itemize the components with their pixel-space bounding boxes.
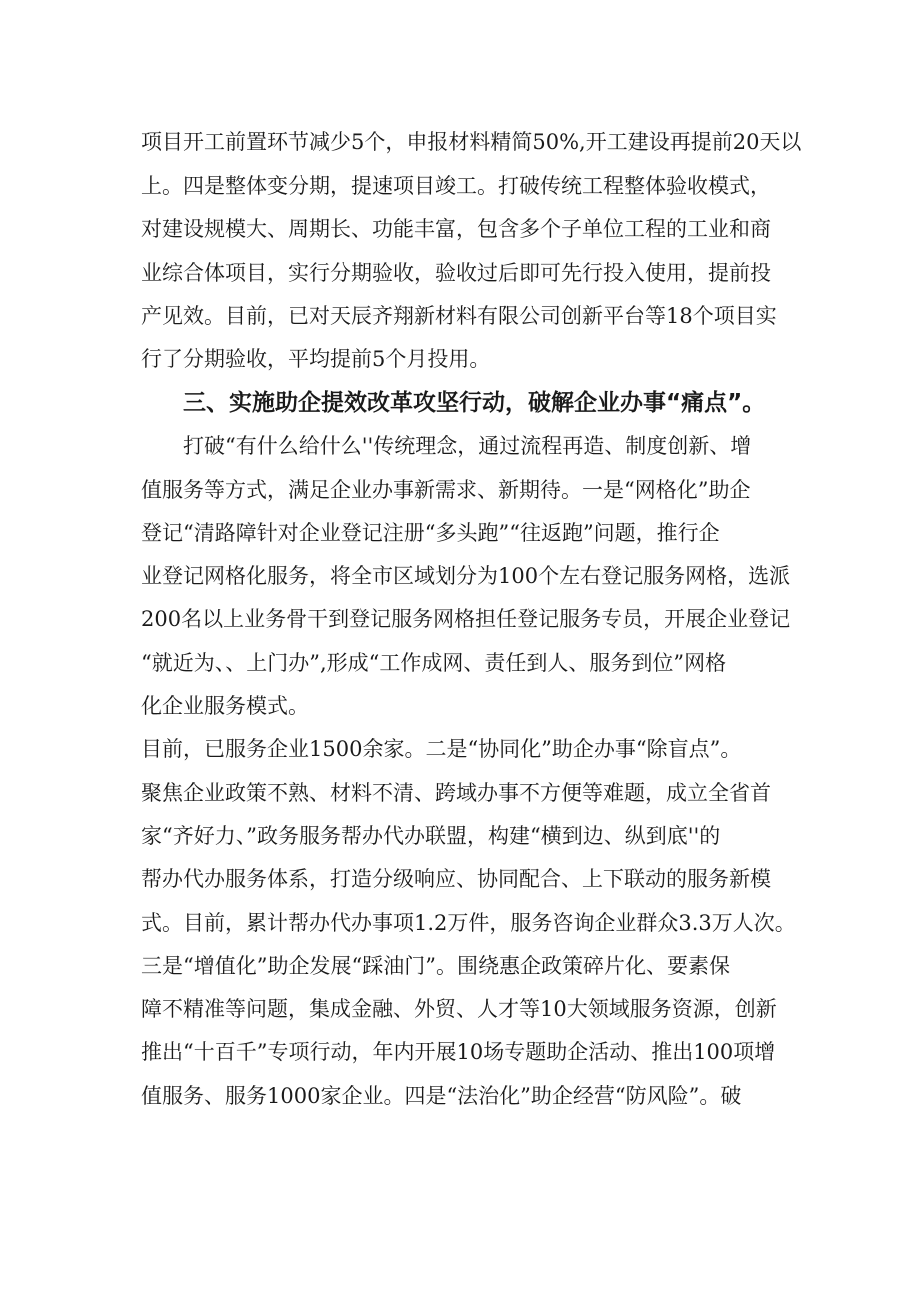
paragraph-line: 聚焦企业政策不熟、材料不清、跨域办事不方便等难题，成立全省首 <box>141 781 771 805</box>
paragraph-line: 对建设规模大、周期长、功能丰富，包含多个子单位工程的工业和商 <box>141 217 771 241</box>
paragraph-line: 值服务、服务1000家企业。四是“法治化”助企经营“防风险”。破 <box>141 1084 742 1108</box>
paragraph-line: 化企业服务模式。 <box>141 694 309 718</box>
paragraph-line: 目前，已服务企业1500余家。二是“协同化”助企办事“除盲点”。 <box>141 737 742 761</box>
paragraph-line: 登记“清路障针对企业登记注册“多头跑”“往返跑”问题，推行企 <box>141 521 720 545</box>
paragraph-line: 业综合体项目，实行分期验收，验收过后即可先行投入使用，提前投 <box>141 261 771 285</box>
paragraph-line: 式。目前，累计帮办代办事项1.2万件，服务咨询企业群众3.3万人次。 <box>141 911 796 935</box>
paragraph-line: 帮办代办服务体系，打造分级响应、协同配合、上下联动的服务新模 <box>141 867 771 891</box>
paragraph-line: 行了分期验收，平均提前5个月投用。 <box>141 347 491 371</box>
paragraph-line: “就近为、、上门办”,形成“工作成网、责任到人、服务到位”网格 <box>141 651 727 675</box>
paragraph-line: 障不精准等问题，集成金融、外贸、人才等10大领域服务资源，创新 <box>141 997 777 1021</box>
paragraph-line: 项目开工前置环节减少5个，申报材料精简50%,开工建设再提前20天以 <box>141 130 801 154</box>
paragraph-line: 上。四是整体变分期，提速项目竣工。打破传统工程整体验收模式， <box>141 174 771 198</box>
paragraph-line: 业登记网格化服务，将全市区域划分为100个左右登记服务网格，选派 <box>141 564 791 588</box>
paragraph-line: 打破“有什么给什么''传统理念，通过流程再造、制度创新、增 <box>183 434 752 458</box>
paragraph-line: 推出“十百千”专项行动，年内开展10场专题助企活动、推出100项增 <box>141 1040 776 1064</box>
paragraph-line: 200名以上业务骨干到登记服务网格担任登记服务专员，开展企业登记 <box>141 607 791 631</box>
section-heading: 三、实施助企提效改革攻坚行动，破解企业办事“痛点”。 <box>183 390 766 416</box>
paragraph-line: 值服务等方式，满足企业办事新需求、新期待。一是“网格化”助企 <box>141 478 751 502</box>
paragraph-line: 产见效。目前，已对天辰齐翔新材料有限公司创新平台等18个项目实 <box>141 304 777 328</box>
paragraph-line: 三是“增值化”助企发展“踩油门”。围绕惠企政策碎片化、要素保 <box>141 954 730 978</box>
paragraph-line: 家“齐好力、”政务服务帮办代办联盟，构建“横到边、纵到底''的 <box>141 824 721 848</box>
